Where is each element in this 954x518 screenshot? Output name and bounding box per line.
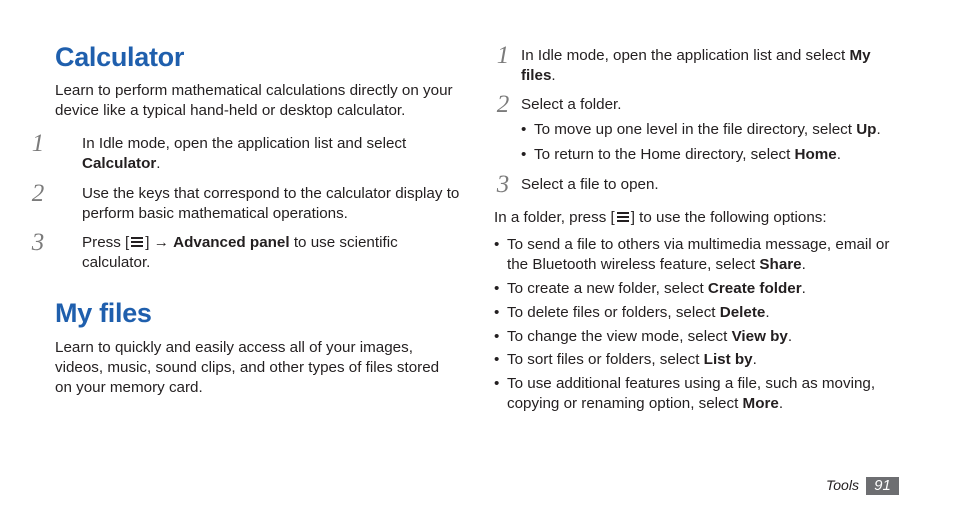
step-number: 3 (31, 229, 45, 256)
bullet-text: To change the view mode, select View by. (507, 328, 793, 345)
step-text: Press [ ] → Advanced panel to use scientific calculator. (82, 234, 398, 271)
step-text: Select a file to open. (521, 176, 659, 193)
bullet-dot: • (521, 146, 527, 163)
my-files-intro: Learn to quickly and easily access all of your images, videos, music, sound clips, and other types of files stored on your memory card. (55, 339, 440, 396)
bullet-text: To return to the Home directory, select Home. (534, 146, 841, 163)
bullet-dot: • (494, 351, 500, 368)
step-number: 2 (496, 91, 510, 118)
bullet-text: To delete files or folders, select Delete. (507, 304, 770, 321)
bullet-text: To send a file to others via multimedia message, email or the Bluetooth wireless feature, select Share. (507, 236, 890, 273)
step-number: 3 (496, 171, 510, 198)
bullet-dot: • (494, 375, 500, 392)
bullet-text: To use additional features using a file, such as moving, copying or renaming option, select More. (507, 375, 876, 412)
menu-key-icon (615, 211, 631, 223)
step-number: 2 (31, 180, 45, 207)
calculator-heading: Calculator (55, 42, 185, 72)
step-text: In Idle mode, open the application list and select My files. (521, 47, 871, 84)
bullet-dot: • (494, 328, 500, 345)
bullet-text: To sort files or folders, select List by. (507, 351, 757, 368)
footer-section-label: Tools (826, 477, 859, 493)
step-number: 1 (496, 42, 510, 69)
options-intro: In a folder, press [ ] to use the following options: (494, 209, 827, 226)
bullet-text: To move up one level in the file directory, select Up. (534, 121, 881, 138)
step-text: Select a folder. (521, 96, 622, 113)
my-files-heading: My files (55, 298, 152, 328)
bullet-text: To create a new folder, select Create folder. (507, 280, 806, 297)
menu-key-icon (129, 236, 145, 248)
bullet-dot: • (521, 121, 527, 138)
bullet-dot: • (494, 280, 500, 297)
page-number: 91 (866, 477, 899, 495)
calculator-intro: Learn to perform mathematical calculations directly on your device like a typical hand-held or desktop calculator. (55, 82, 453, 119)
bullet-dot: • (494, 236, 500, 253)
step-text: Use the keys that correspond to the calculator display to perform basic mathematical operations. (82, 185, 460, 222)
bullet-dot: • (494, 304, 500, 321)
step-number: 1 (31, 130, 45, 157)
step-text: In Idle mode, open the application list and select Calculator. (82, 135, 407, 172)
